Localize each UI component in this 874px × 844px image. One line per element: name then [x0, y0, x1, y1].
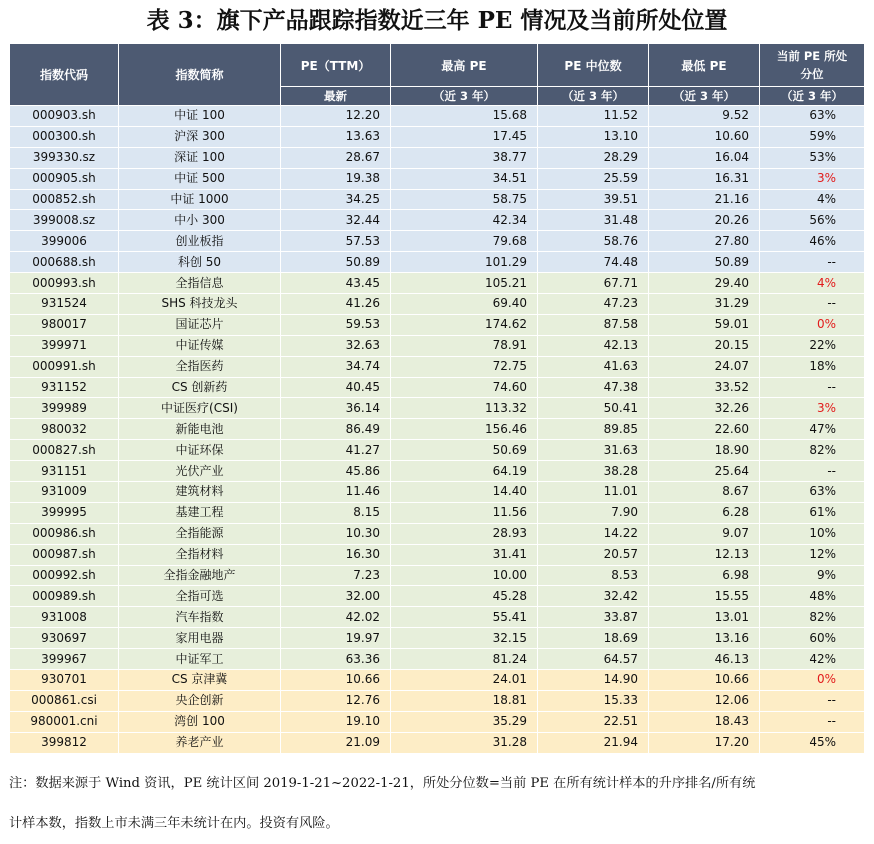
cell-low: 12.06: [649, 690, 760, 711]
cell-high: 78.91: [391, 335, 538, 356]
cell-percentile: --: [760, 294, 865, 315]
cell-name: 全指可选: [119, 586, 281, 607]
cell-code: 930697: [10, 628, 119, 649]
cell-low: 22.60: [649, 419, 760, 440]
table-row: [10, 670, 865, 691]
cell-high: 10.00: [391, 565, 538, 586]
cell-name: 全指能源: [119, 523, 281, 544]
cell-code: 931008: [10, 607, 119, 628]
header-low-sub: （近 3 年）: [649, 87, 760, 106]
cell-pe-ttm: 63.36: [281, 649, 391, 670]
header-percentile-line2: 分位: [800, 67, 824, 81]
cell-low: 16.31: [649, 168, 760, 189]
table-row: [10, 273, 865, 294]
cell-median: 21.94: [538, 732, 649, 753]
cell-median: 8.53: [538, 565, 649, 586]
cell-low: 20.15: [649, 335, 760, 356]
cell-high: 81.24: [391, 649, 538, 670]
table-row: [10, 231, 865, 252]
cell-code: 931151: [10, 461, 119, 482]
cell-percentile: 4%: [760, 189, 865, 210]
cell-percentile: 9%: [760, 565, 865, 586]
cell-high: 17.45: [391, 126, 538, 147]
cell-median: 87.58: [538, 314, 649, 335]
cell-pe-ttm: 86.49: [281, 419, 391, 440]
cell-high: 64.19: [391, 461, 538, 482]
cell-median: 13.10: [538, 126, 649, 147]
cell-percentile: 18%: [760, 356, 865, 377]
cell-high: 105.21: [391, 273, 538, 294]
cell-median: 47.38: [538, 377, 649, 398]
cell-median: 47.23: [538, 294, 649, 315]
cell-median: 33.87: [538, 607, 649, 628]
cell-percentile: 82%: [760, 440, 865, 461]
cell-code: 399330.sz: [10, 147, 119, 168]
cell-median: 39.51: [538, 189, 649, 210]
cell-percentile: --: [760, 252, 865, 273]
cell-pe-ttm: 32.00: [281, 586, 391, 607]
cell-name: 中证 500: [119, 168, 281, 189]
cell-pe-ttm: 8.15: [281, 502, 391, 523]
cell-median: 89.85: [538, 419, 649, 440]
footnote: [9, 764, 865, 844]
cell-name: 全指材料: [119, 544, 281, 565]
cell-name: 汽车指数: [119, 607, 281, 628]
cell-code: 399995: [10, 502, 119, 523]
cell-pe-ttm: 41.26: [281, 294, 391, 315]
cell-pe-ttm: 12.76: [281, 690, 391, 711]
cell-percentile: 60%: [760, 628, 865, 649]
table-row: [10, 398, 865, 419]
cell-median: 67.71: [538, 273, 649, 294]
cell-pe-ttm: 10.66: [281, 670, 391, 691]
cell-pe-ttm: 59.53: [281, 314, 391, 335]
table-header: [10, 44, 865, 106]
cell-name: 国证芯片: [119, 314, 281, 335]
cell-name: 光伏产业: [119, 461, 281, 482]
cell-percentile: 53%: [760, 147, 865, 168]
cell-name: 新能电池: [119, 419, 281, 440]
cell-percentile: --: [760, 461, 865, 482]
cell-code: 000905.sh: [10, 168, 119, 189]
cell-percentile: 0%: [760, 314, 865, 335]
cell-pe-ttm: 36.14: [281, 398, 391, 419]
cell-low: 29.40: [649, 273, 760, 294]
cell-code: 931152: [10, 377, 119, 398]
cell-high: 38.77: [391, 147, 538, 168]
cell-high: 31.28: [391, 732, 538, 753]
table-row: [10, 126, 865, 147]
table-row: [10, 690, 865, 711]
table-row: [10, 440, 865, 461]
cell-low: 15.55: [649, 586, 760, 607]
cell-pe-ttm: 45.86: [281, 461, 391, 482]
cell-percentile: 10%: [760, 523, 865, 544]
pe-table: [9, 43, 865, 754]
document-title: 表 3：旗下产品跟踪指数近三年 PE 情况及当前所处位置: [146, 7, 728, 34]
table-row: [10, 377, 865, 398]
cell-code: 000992.sh: [10, 565, 119, 586]
cell-low: 32.26: [649, 398, 760, 419]
cell-high: 35.29: [391, 711, 538, 732]
table-row: [10, 586, 865, 607]
table-row: [10, 607, 865, 628]
cell-pe-ttm: 34.74: [281, 356, 391, 377]
cell-percentile: 63%: [760, 482, 865, 503]
cell-median: 22.51: [538, 711, 649, 732]
cell-median: 20.57: [538, 544, 649, 565]
cell-pe-ttm: 41.27: [281, 440, 391, 461]
cell-pe-ttm: 43.45: [281, 273, 391, 294]
cell-percentile: 63%: [760, 106, 865, 127]
cell-code: 980001.cni: [10, 711, 119, 732]
table-row: [10, 335, 865, 356]
header-median-sub: （近 3 年）: [538, 87, 649, 106]
cell-percentile: 45%: [760, 732, 865, 753]
cell-low: 6.28: [649, 502, 760, 523]
cell-median: 50.41: [538, 398, 649, 419]
cell-pe-ttm: 21.09: [281, 732, 391, 753]
cell-name: 中证环保: [119, 440, 281, 461]
cell-median: 28.29: [538, 147, 649, 168]
table-row: [10, 544, 865, 565]
cell-pe-ttm: 11.46: [281, 482, 391, 503]
cell-high: 42.34: [391, 210, 538, 231]
cell-high: 79.68: [391, 231, 538, 252]
table-row: [10, 210, 865, 231]
cell-pe-ttm: 32.63: [281, 335, 391, 356]
header-pe-ttm-sub: 最新: [281, 87, 391, 106]
cell-name: 中证 100: [119, 106, 281, 127]
cell-median: 11.52: [538, 106, 649, 127]
cell-low: 50.89: [649, 252, 760, 273]
table-row: [10, 502, 865, 523]
cell-code: 000987.sh: [10, 544, 119, 565]
cell-percentile: --: [760, 711, 865, 732]
header-pe-ttm: PE（TTM）: [281, 44, 391, 87]
cell-median: 41.63: [538, 356, 649, 377]
cell-low: 16.04: [649, 147, 760, 168]
cell-low: 6.98: [649, 565, 760, 586]
cell-code: 980017: [10, 314, 119, 335]
cell-percentile: --: [760, 377, 865, 398]
cell-name: 创业板指: [119, 231, 281, 252]
cell-high: 15.68: [391, 106, 538, 127]
table-row: [10, 649, 865, 670]
cell-median: 58.76: [538, 231, 649, 252]
cell-name: 中证医疗(CSI): [119, 398, 281, 419]
cell-code: 000300.sh: [10, 126, 119, 147]
table-row: [10, 419, 865, 440]
cell-median: 32.42: [538, 586, 649, 607]
cell-pe-ttm: 19.10: [281, 711, 391, 732]
header-percentile: [760, 44, 865, 87]
cell-pe-ttm: 13.63: [281, 126, 391, 147]
cell-high: 28.93: [391, 523, 538, 544]
cell-median: 38.28: [538, 461, 649, 482]
footnote-line2: 计样本数，指数上市未满三年未统计在内。投资有风险。: [9, 816, 339, 831]
cell-name: 建筑材料: [119, 482, 281, 503]
cell-code: 931524: [10, 294, 119, 315]
cell-code: 000688.sh: [10, 252, 119, 273]
cell-low: 59.01: [649, 314, 760, 335]
table-row: [10, 628, 865, 649]
cell-high: 34.51: [391, 168, 538, 189]
cell-code: 000986.sh: [10, 523, 119, 544]
cell-code: 000852.sh: [10, 189, 119, 210]
cell-low: 25.64: [649, 461, 760, 482]
cell-pe-ttm: 50.89: [281, 252, 391, 273]
table-row: [10, 314, 865, 335]
cell-median: 64.57: [538, 649, 649, 670]
table-row: [10, 523, 865, 544]
cell-pe-ttm: 40.45: [281, 377, 391, 398]
table-row: [10, 482, 865, 503]
cell-name: 中证传媒: [119, 335, 281, 356]
cell-code: 399008.sz: [10, 210, 119, 231]
cell-name: 中小 300: [119, 210, 281, 231]
cell-pe-ttm: 32.44: [281, 210, 391, 231]
cell-pe-ttm: 10.30: [281, 523, 391, 544]
cell-low: 18.90: [649, 440, 760, 461]
cell-percentile: 61%: [760, 502, 865, 523]
table-row: [10, 711, 865, 732]
cell-name: 中证 1000: [119, 189, 281, 210]
cell-name: 科创 50: [119, 252, 281, 273]
cell-code: 000903.sh: [10, 106, 119, 127]
cell-pe-ttm: 42.02: [281, 607, 391, 628]
cell-name: 湾创 100: [119, 711, 281, 732]
cell-percentile: 0%: [760, 670, 865, 691]
cell-code: 399971: [10, 335, 119, 356]
cell-high: 101.29: [391, 252, 538, 273]
cell-high: 18.81: [391, 690, 538, 711]
cell-high: 11.56: [391, 502, 538, 523]
cell-low: 10.66: [649, 670, 760, 691]
cell-high: 31.41: [391, 544, 538, 565]
cell-pe-ttm: 12.20: [281, 106, 391, 127]
cell-name: 全指信息: [119, 273, 281, 294]
cell-code: 000861.csi: [10, 690, 119, 711]
cell-name: 家用电器: [119, 628, 281, 649]
cell-percentile: --: [760, 690, 865, 711]
cell-pe-ttm: 28.67: [281, 147, 391, 168]
cell-code: 399006: [10, 231, 119, 252]
table-row: [10, 356, 865, 377]
cell-percentile: 12%: [760, 544, 865, 565]
cell-low: 8.67: [649, 482, 760, 503]
cell-percentile: 59%: [760, 126, 865, 147]
cell-median: 31.48: [538, 210, 649, 231]
cell-name: 基建工程: [119, 502, 281, 523]
header-name: 指数简称: [119, 44, 281, 106]
cell-median: 11.01: [538, 482, 649, 503]
cell-name: 沪深 300: [119, 126, 281, 147]
cell-high: 74.60: [391, 377, 538, 398]
cell-pe-ttm: 16.30: [281, 544, 391, 565]
cell-low: 13.16: [649, 628, 760, 649]
cell-name: CS 京津冀: [119, 670, 281, 691]
cell-low: 18.43: [649, 711, 760, 732]
header-code: 指数代码: [10, 44, 119, 106]
cell-name: 养老产业: [119, 732, 281, 753]
cell-high: 58.75: [391, 189, 538, 210]
cell-low: 24.07: [649, 356, 760, 377]
cell-low: 9.52: [649, 106, 760, 127]
cell-percentile: 3%: [760, 168, 865, 189]
cell-name: 全指医药: [119, 356, 281, 377]
cell-pe-ttm: 57.53: [281, 231, 391, 252]
cell-percentile: 42%: [760, 649, 865, 670]
cell-code: 399967: [10, 649, 119, 670]
header-low: 最低 PE: [649, 44, 760, 87]
table-row: [10, 252, 865, 273]
table-row: [10, 168, 865, 189]
cell-median: 7.90: [538, 502, 649, 523]
cell-percentile: 4%: [760, 273, 865, 294]
cell-low: 17.20: [649, 732, 760, 753]
table-row: [10, 147, 865, 168]
cell-low: 20.26: [649, 210, 760, 231]
cell-percentile: 22%: [760, 335, 865, 356]
cell-median: 14.90: [538, 670, 649, 691]
header-median: PE 中位数: [538, 44, 649, 87]
cell-median: 14.22: [538, 523, 649, 544]
cell-name: 央企创新: [119, 690, 281, 711]
cell-median: 31.63: [538, 440, 649, 461]
cell-low: 21.16: [649, 189, 760, 210]
cell-code: 000827.sh: [10, 440, 119, 461]
cell-median: 18.69: [538, 628, 649, 649]
cell-high: 55.41: [391, 607, 538, 628]
table-row: [10, 565, 865, 586]
cell-percentile: 82%: [760, 607, 865, 628]
table-row: [10, 732, 865, 753]
cell-high: 113.32: [391, 398, 538, 419]
cell-percentile: 3%: [760, 398, 865, 419]
cell-median: 15.33: [538, 690, 649, 711]
cell-name: SHS 科技龙头: [119, 294, 281, 315]
cell-high: 32.15: [391, 628, 538, 649]
cell-code: 000993.sh: [10, 273, 119, 294]
cell-name: 全指金融地产: [119, 565, 281, 586]
cell-percentile: 56%: [760, 210, 865, 231]
cell-low: 9.07: [649, 523, 760, 544]
cell-high: 72.75: [391, 356, 538, 377]
cell-name: 中证军工: [119, 649, 281, 670]
header-percentile-line1: 当前 PE 所处: [776, 49, 848, 63]
header-percentile-sub: （近 3 年）: [760, 87, 865, 106]
header-high: 最高 PE: [391, 44, 538, 87]
cell-pe-ttm: 7.23: [281, 565, 391, 586]
cell-high: 156.46: [391, 419, 538, 440]
cell-high: 14.40: [391, 482, 538, 503]
cell-pe-ttm: 19.97: [281, 628, 391, 649]
cell-median: 74.48: [538, 252, 649, 273]
table-row: [10, 106, 865, 127]
cell-name: CS 创新药: [119, 377, 281, 398]
cell-low: 46.13: [649, 649, 760, 670]
cell-high: 69.40: [391, 294, 538, 315]
cell-code: 000989.sh: [10, 586, 119, 607]
cell-code: 000991.sh: [10, 356, 119, 377]
cell-median: 42.13: [538, 335, 649, 356]
cell-low: 13.01: [649, 607, 760, 628]
cell-high: 24.01: [391, 670, 538, 691]
cell-pe-ttm: 34.25: [281, 189, 391, 210]
cell-name: 深证 100: [119, 147, 281, 168]
cell-code: 399989: [10, 398, 119, 419]
cell-percentile: 46%: [760, 231, 865, 252]
table-row: [10, 294, 865, 315]
header-high-sub: （近 3 年）: [391, 87, 538, 106]
cell-low: 31.29: [649, 294, 760, 315]
cell-low: 33.52: [649, 377, 760, 398]
cell-high: 174.62: [391, 314, 538, 335]
table-body: [10, 106, 865, 754]
cell-low: 27.80: [649, 231, 760, 252]
table-row: [10, 189, 865, 210]
cell-percentile: 47%: [760, 419, 865, 440]
cell-high: 50.69: [391, 440, 538, 461]
cell-low: 12.13: [649, 544, 760, 565]
cell-median: 25.59: [538, 168, 649, 189]
cell-high: 45.28: [391, 586, 538, 607]
cell-low: 10.60: [649, 126, 760, 147]
cell-code: 931009: [10, 482, 119, 503]
cell-code: 930701: [10, 670, 119, 691]
cell-pe-ttm: 19.38: [281, 168, 391, 189]
cell-percentile: 48%: [760, 586, 865, 607]
table-row: [10, 461, 865, 482]
cell-code: 980032: [10, 419, 119, 440]
footnote-line1: 注：数据来源于 Wind 资讯，PE 统计区间 2019-1-21~2022-1-21，所处分位数=当前 PE 在所有统计样本的升序排名/所有统: [9, 776, 756, 791]
cell-code: 399812: [10, 732, 119, 753]
